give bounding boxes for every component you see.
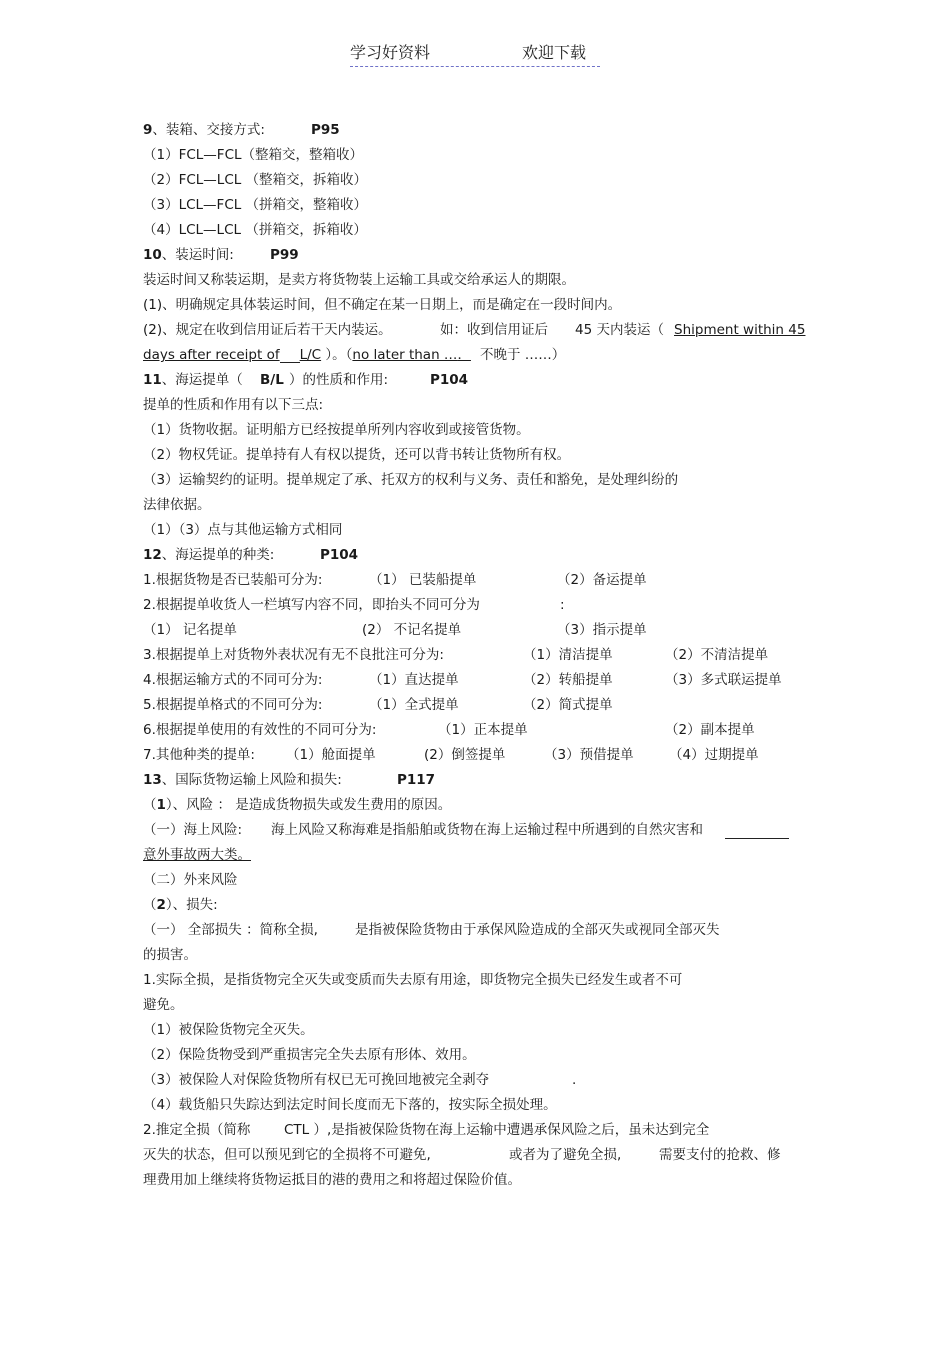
sec10-p4-dot: ． xyxy=(457,347,471,363)
sec12-type: （1）全式提单 xyxy=(369,697,459,713)
sec13-number: 13 xyxy=(143,772,162,788)
paren-open: （ xyxy=(143,797,157,813)
sec10-p4-nolater: no later than … xyxy=(352,347,458,363)
sec12-type: （2）简式提单 xyxy=(523,697,613,713)
sub-item-period: . xyxy=(572,1072,577,1088)
sec13-total-loss xyxy=(143,918,823,943)
sec10-title: 、装运时间: xyxy=(161,247,234,263)
sec12-number: 12 xyxy=(143,547,162,563)
sec13-sea-risk-continued xyxy=(143,843,823,868)
page-header xyxy=(350,40,600,67)
sec12-type: （2）备运提单 xyxy=(557,572,647,588)
constructive-loss-label: 2.推定全损（简称 xyxy=(143,1122,251,1138)
sec9-number: 9 xyxy=(143,122,153,138)
sec11-intro: 提单的性质和作用有以下三点: xyxy=(143,397,324,413)
sec10-p3-example: 如：收到信用证后 xyxy=(440,322,548,338)
sub-item-text: （3）被保险人对保险货物所有权已无可挽回地被完全剥夺 xyxy=(143,1072,490,1088)
sec12-type: （2）不清洁提单 xyxy=(665,647,769,663)
loss-label: ）、损失: xyxy=(165,897,218,913)
sec13-constructive-loss xyxy=(143,1118,823,1143)
sec12-type: （2）副本提单 xyxy=(665,722,755,738)
sec12-row xyxy=(143,618,823,643)
sec12-type: （3）预借提单 xyxy=(544,747,634,763)
constructive-loss-text: 灭失的状态，但可以预见到它的全损将不可避免, xyxy=(143,1147,431,1163)
sec12-type: （1）正本提单 xyxy=(438,722,528,738)
sea-risk-text: 海上风险又称海难是指船舶或货物在海上运输过程中所遇到的自然灾害和 xyxy=(271,822,703,838)
risk-definition: ）、风险 ： 是造成货物损失或发生费用的原因。 xyxy=(165,797,452,813)
sec10-paragraph xyxy=(143,318,823,343)
sec12-type: （4）过期提单 xyxy=(669,747,759,763)
sec12-row xyxy=(143,643,823,668)
sec12-row xyxy=(143,593,823,618)
sec12-criterion: 3.根据提单上对货物外表状况有无不良批注可分为: xyxy=(143,647,444,663)
sec12-title: 、海运提单的种类: xyxy=(161,547,275,563)
sec13-title: 、国际货物运输上风险和损失: xyxy=(161,772,342,788)
sec10-p4-lc: L/C xyxy=(299,347,322,363)
sec9-item: （2）FCL—LCL （整箱交，拆箱收） xyxy=(143,172,368,188)
constructive-loss-text: 需要支付的抢救、修 xyxy=(659,1147,781,1163)
sec13-constructive-loss-continued xyxy=(143,1143,823,1168)
sec10-p4-chinese: 不晚于 ……） xyxy=(480,347,566,363)
sec13-loss xyxy=(143,893,823,918)
sec12-heading xyxy=(143,543,823,568)
sec12-colon: : xyxy=(560,597,565,613)
loss-number: 2 xyxy=(156,897,166,913)
header-left-text: 学习好资料 xyxy=(350,43,431,62)
sec13-heading xyxy=(143,768,823,793)
sec13-risk xyxy=(143,793,823,818)
sec11-item-continued: 法律依据。 xyxy=(143,497,211,513)
constructive-loss-text: CTL ）,是指被保险货物在海上运输中遭遇承保风险之后，虽未达到完全 xyxy=(284,1122,710,1138)
sec12-criterion: 1.根据货物是否已装船可分为: xyxy=(143,572,323,588)
sec10-p3-english: Shipment within 45 xyxy=(674,322,806,338)
sec9-title: 、装箱、交接方式: xyxy=(152,122,265,138)
sec12-type: （1）清洁提单 xyxy=(523,647,613,663)
sec10-paragraph: (1)、明确规定具体装运时间，但不确定在某一日期上，而是确定在一段时间内。 xyxy=(143,297,622,313)
total-loss-text: 是指被保险货物由于承保风险造成的全部灭失或视同全部灭失 xyxy=(355,922,720,938)
sec13-total-loss-continued: 的损害。 xyxy=(143,947,197,963)
sec11-title: 、海运提单（ xyxy=(161,372,243,388)
document-body xyxy=(143,118,823,1193)
sec11-number: 11 xyxy=(143,372,162,388)
sec13-sub-item: （1）被保险货物完全灭失。 xyxy=(143,1022,314,1038)
sec12-row xyxy=(143,693,823,718)
paren-open: （ xyxy=(143,897,157,913)
sec11-item: （1）货物收据。证明船方已经按提单所列内容收到或接管货物。 xyxy=(143,422,530,438)
sea-risk-text-continued: 意外事故两大类。 xyxy=(143,847,251,863)
sea-risk-label: （一）海上风险: xyxy=(143,822,243,838)
sec12-type: (2）倒签提单 xyxy=(424,747,506,763)
sec13-page-ref: P117 xyxy=(397,772,436,788)
sec12-row xyxy=(143,568,823,593)
underline-blank xyxy=(280,345,300,363)
sec9-item: （1）FCL—FCL（整箱交，整箱收） xyxy=(143,147,364,163)
sec12-type: （1）直达提单 xyxy=(369,672,459,688)
sec11-page-ref: P104 xyxy=(430,372,469,388)
sec12-criterion: 6.根据提单使用的有效性的不同可分为: xyxy=(143,722,377,738)
sec10-p3-text: (2)、规定在收到信用证后若干天内装运。 xyxy=(143,322,392,338)
risk-number: 1 xyxy=(156,797,166,813)
sec13-actual-loss: 1.实际全损，是指货物完全灭失或变质而失去原有用途，即货物完全损失已经发生或者不可 xyxy=(143,972,683,988)
sec10-page-ref: P99 xyxy=(270,247,299,263)
sec10-paragraph xyxy=(143,343,823,368)
sec13-external-risk: （二）外来风险 xyxy=(143,872,238,888)
sec12-criterion: 7.其他种类的提单: xyxy=(143,747,255,763)
sec12-row xyxy=(143,743,823,768)
sec13-sea-risk xyxy=(143,818,823,843)
sec12-criterion: 4.根据运输方式的不同可分为: xyxy=(143,672,323,688)
sec11-heading xyxy=(143,368,823,393)
sec11-bl: B/L xyxy=(260,372,284,388)
sec12-row xyxy=(143,668,823,693)
sec9-item: （4）LCL—LCL （拼箱交，拆箱收） xyxy=(143,222,367,238)
sec12-row xyxy=(143,718,823,743)
sec12-page-ref: P104 xyxy=(320,547,359,563)
underline-blank xyxy=(725,821,789,839)
sec12-type: (2） 不记名提单 xyxy=(362,622,462,638)
sec10-p4-punct: ）。（ xyxy=(325,347,353,363)
constructive-loss-text: 或者为了避免全损, xyxy=(509,1147,622,1163)
sec11-title2: ）的性质和作用: xyxy=(289,372,389,388)
sec12-type: （1） 记名提单 xyxy=(143,622,237,638)
sec9-heading xyxy=(143,118,823,143)
sec9-page-ref: P95 xyxy=(311,122,340,138)
sec11-item: （3）运输契约的证明。提单规定了承、托双方的权利与义务、责任和豁免，是处理纠纷的 xyxy=(143,472,679,488)
sec12-type: （2）转船提单 xyxy=(523,672,613,688)
sec13-actual-loss-continued: 避免。 xyxy=(143,997,184,1013)
sec13-sub-item xyxy=(143,1068,823,1093)
sec12-type: （3）多式联运提单 xyxy=(665,672,782,688)
sec10-p3-days: 45 天内装运（ xyxy=(575,322,664,338)
sec12-criterion: 5.根据提单格式的不同可分为: xyxy=(143,697,323,713)
sec13-sub-item: （2）保险货物受到严重损害完全失去原有形体、效用。 xyxy=(143,1047,476,1063)
sec12-criterion: 2.根据提单收货人一栏填写内容不同，即抬头不同可分为 xyxy=(143,597,480,613)
sec13-constructive-loss-continued: 理费用加上继续将货物运抵目的港的费用之和将超过保险价值。 xyxy=(143,1172,521,1188)
sec12-type: （1） 已装船提单 xyxy=(369,572,477,588)
sec10-p4-english: days after receipt of xyxy=(143,347,280,363)
sec12-type: （1）舱面提单 xyxy=(286,747,376,763)
sec9-item: （3）LCL—FCL （拼箱交，整箱收） xyxy=(143,197,368,213)
sec13-sub-item: （4）载货船只失踪达到法定时间长度而无下落的，按实际全损处理。 xyxy=(143,1097,557,1113)
total-loss-label: （一） 全部损失 ：简称全损, xyxy=(143,922,318,938)
sec10-paragraph: 装运时间又称装运期，是卖方将货物装上运输工具或交给承运人的期限。 xyxy=(143,272,575,288)
sec10-heading xyxy=(143,243,823,268)
sec11-item: （2）物权凭证。提单持有人有权以提货，还可以背书转让货物所有权。 xyxy=(143,447,571,463)
sec12-type: （3）指示提单 xyxy=(557,622,647,638)
sec10-number: 10 xyxy=(143,247,162,263)
sec11-note: （1）（3）点与其他运输方式相同 xyxy=(143,522,343,538)
header-right-text: 欢迎下载 xyxy=(522,43,587,62)
